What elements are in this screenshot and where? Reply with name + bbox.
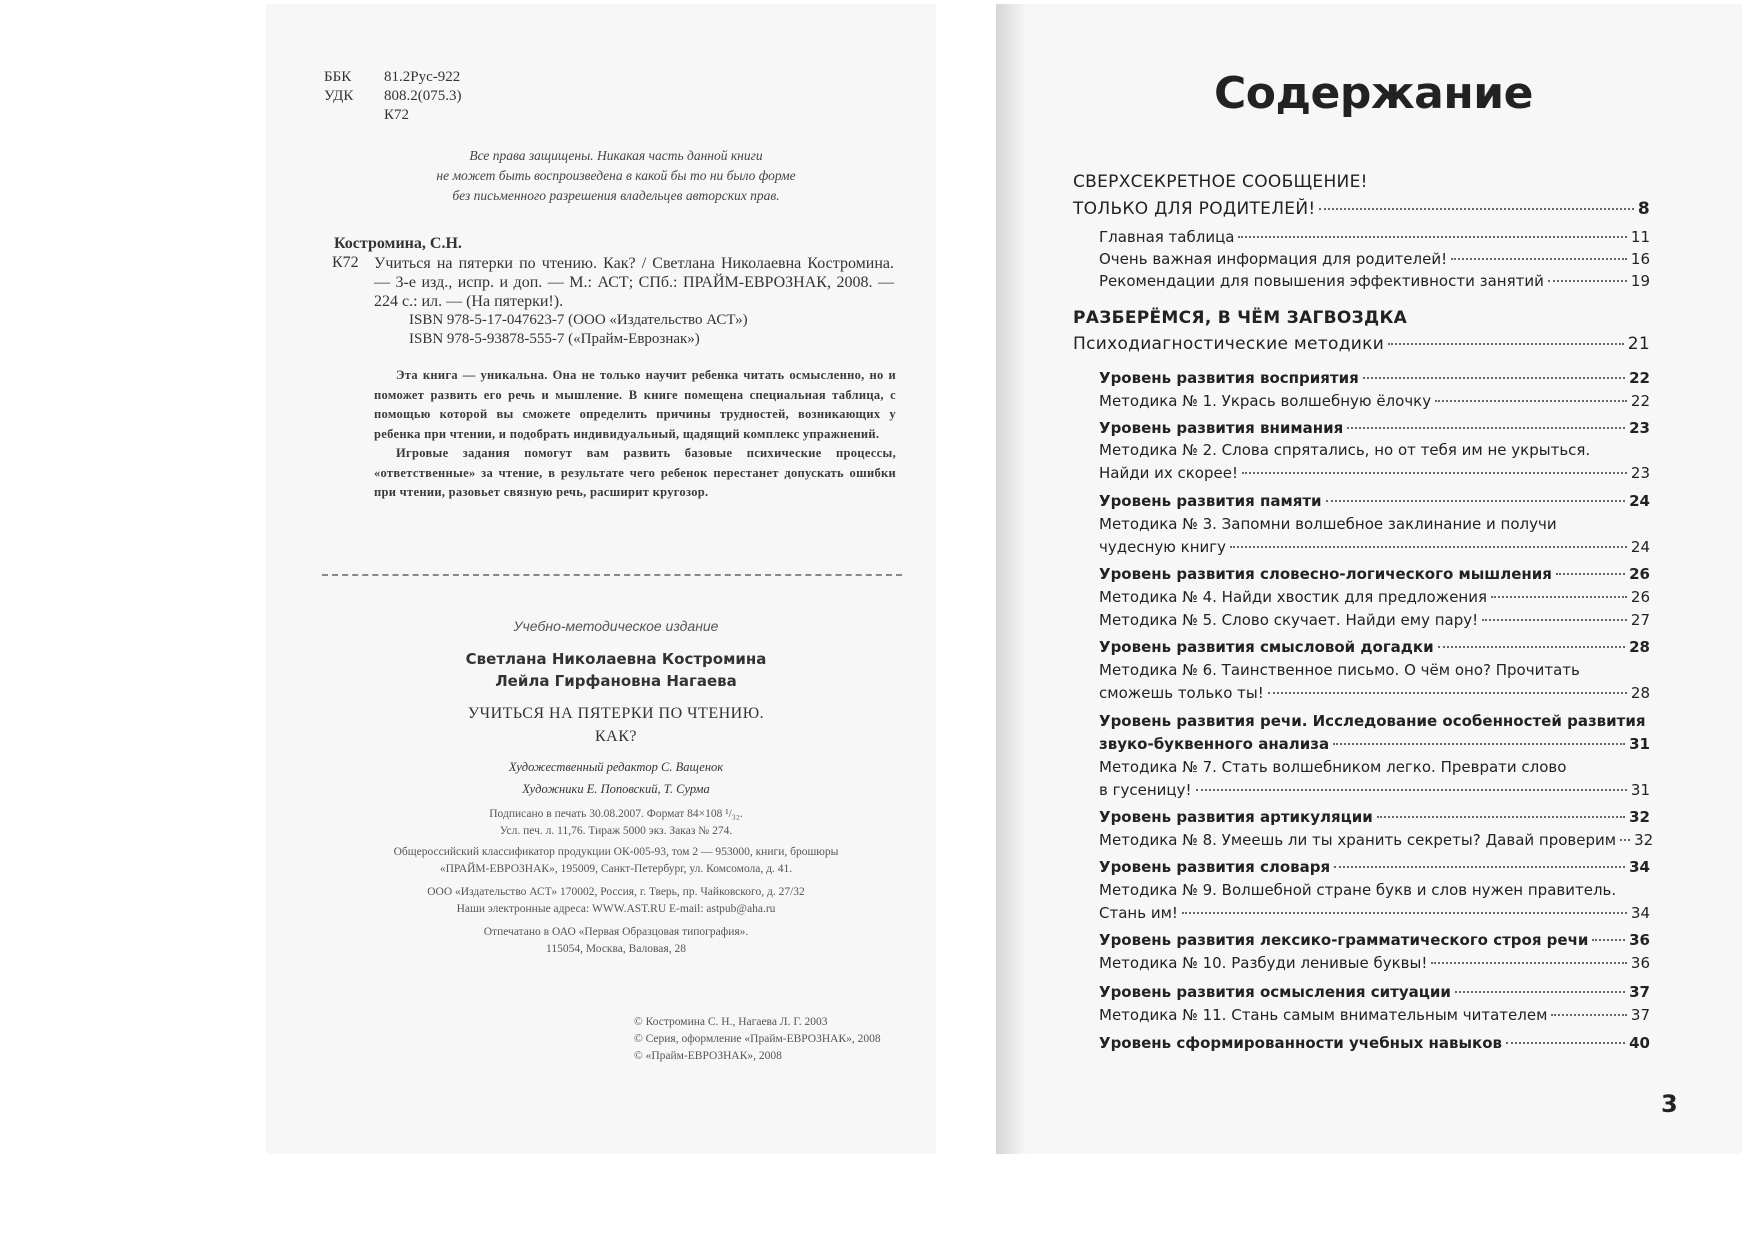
toc-entry-page: 36 xyxy=(1629,931,1650,949)
left-page xyxy=(266,4,936,1154)
toc-leader xyxy=(1377,816,1625,818)
toc-entry-page: 27 xyxy=(1630,611,1650,629)
rights-notice xyxy=(366,146,866,206)
toc-entry-title: Методика № 8. Умеешь ли ты хранить секреты? Давай проверим xyxy=(1099,831,1617,849)
classifier-line: «ПРАЙМ-ЕВРОЗНАК», 195009, Санкт-Петербург, ул. Комсомола, д. 41. xyxy=(439,863,793,875)
toc-leader xyxy=(1333,743,1625,745)
toc-entry-page: 36 xyxy=(1630,954,1650,972)
toc-entry-title: Уровень развития артикуляции xyxy=(1099,808,1373,826)
toc-entry[interactable] xyxy=(1099,1034,1650,1052)
toc-entry-page: 31 xyxy=(1630,781,1650,799)
toc-entry-page: 24 xyxy=(1629,492,1650,510)
copyright-block xyxy=(634,1014,881,1065)
print-info-line: Усл. печ. л. 11,76. Тираж 5000 экз. Заказ № 274. xyxy=(499,825,733,837)
toc-entry-title: Главная таблица xyxy=(1099,228,1235,246)
toc-entry-page: 21 xyxy=(1627,334,1650,354)
book-title xyxy=(336,702,896,748)
publisher-info xyxy=(336,884,896,918)
classification-label xyxy=(324,106,384,125)
toc-entry[interactable] xyxy=(1099,831,1654,849)
toc-entry-title: Уровень развития словесно-логического мышления xyxy=(1099,565,1552,583)
toc-entry-title: Уровень развития внимания xyxy=(1099,419,1344,437)
printer-line: Отпечатано в ОАО «Первая Образцовая типография». xyxy=(483,926,749,938)
toc-entry-title: Уровень сформированности учебных навыков xyxy=(1099,1034,1503,1052)
toc-entry[interactable] xyxy=(1099,464,1650,482)
toc-entry[interactable] xyxy=(1099,369,1650,387)
toc-leader xyxy=(1182,912,1627,914)
toc-leader xyxy=(1196,789,1627,791)
right-page xyxy=(996,4,1742,1154)
toc-entry-title: Методика № 3. Запомни волшебное заклинание и получи xyxy=(1099,515,1557,533)
toc-leader xyxy=(1388,343,1624,345)
toc-entry[interactable] xyxy=(1099,931,1650,949)
rights-line: без письменного разрешения владельцев авторских прав. xyxy=(452,188,780,203)
toc-leader xyxy=(1238,236,1626,238)
toc-entry-page: 32 xyxy=(1629,808,1650,826)
toc-entry-page: 23 xyxy=(1629,419,1650,437)
annotation-paragraph: Игровые задания помогут вам развить базовые психические процессы, «ответственные» за чтение, в результате чего ребенок перестанет допускать ошибки при чтении, разовьет связную речь, расширит кругозор. xyxy=(374,446,896,499)
toc-entry[interactable] xyxy=(1099,1006,1650,1024)
toc-entry-title: Методика № 11. Стань самым внимательным читателем xyxy=(1099,1006,1548,1024)
toc-leader xyxy=(1268,692,1627,694)
toc-leader xyxy=(1491,596,1627,598)
book-title-line: УЧИТЬСЯ НА ПЯТЕРКИ ПО ЧТЕНИЮ. xyxy=(467,705,765,722)
toc-entry-page: 26 xyxy=(1630,588,1650,606)
toc-entry[interactable] xyxy=(1099,954,1650,972)
publisher-line: ООО «Издательство АСТ» 170002, Россия, г. Тверь, пр. Чайковского, д. 27/32 xyxy=(427,886,805,898)
toc-leader xyxy=(1556,573,1625,575)
classification-label: ББК xyxy=(324,69,352,85)
toc-entry-title: Уровень развития восприятия xyxy=(1099,369,1359,387)
toc-entry-title: сможешь только ты! xyxy=(1099,684,1264,702)
toc-leader xyxy=(1592,939,1625,941)
classification-row xyxy=(324,68,462,87)
toc-entry-title: Найди их скорее! xyxy=(1099,464,1238,482)
toc-entry-page: 37 xyxy=(1630,1006,1650,1024)
classification-value: 81.2Рус-922 xyxy=(384,69,461,85)
classification-value: 808.2(075.3) xyxy=(384,88,462,104)
toc-leader xyxy=(1363,377,1625,379)
toc-entry-title: звуко-буквенного анализа xyxy=(1099,735,1330,753)
publisher-line: Наши электронные адреса: WWW.AST.RU E-mail: astpub@aha.ru xyxy=(456,903,776,915)
toc-entry[interactable] xyxy=(1099,638,1650,656)
annotation xyxy=(374,366,896,503)
toc-leader xyxy=(1334,866,1625,868)
toc-leader xyxy=(1548,280,1627,282)
toc-entry[interactable] xyxy=(1099,492,1650,510)
toc-leader xyxy=(1506,1042,1625,1044)
toc-leader xyxy=(1482,619,1627,621)
toc-entry-title: Методика № 9. Волшебной стране букв и слов нужен правитель. xyxy=(1099,881,1617,899)
toc-entry-page: 26 xyxy=(1629,565,1650,583)
toc-entry-page: 32 xyxy=(1634,831,1654,849)
toc-entry-title: Уровень развития смысловой догадки xyxy=(1099,638,1434,656)
classification-label: УДК xyxy=(324,88,354,104)
toc-entry[interactable] xyxy=(1099,904,1650,922)
toc-entry-title: Уровень развития осмысления ситуации xyxy=(1099,983,1451,1001)
toc-entry-page: 11 xyxy=(1630,228,1650,246)
toc-leader xyxy=(1242,472,1627,474)
toc-entry[interactable] xyxy=(1099,808,1650,826)
rights-line: не может быть воспроизведена в какой бы то ни было форме xyxy=(436,168,796,183)
toc-entry[interactable] xyxy=(1099,781,1650,799)
author-name: Лейла Гирфановна Нагаева xyxy=(495,672,737,690)
toc-entry-title: Стань им! xyxy=(1099,904,1178,922)
toc-entry[interactable] xyxy=(1099,735,1650,753)
toc-entry-page: 37 xyxy=(1629,983,1650,1001)
toc-entry[interactable] xyxy=(1099,250,1650,268)
toc-leader xyxy=(1455,991,1625,993)
toc-entry-title: Уровень развития памяти xyxy=(1099,492,1322,510)
credit-line: Художественный редактор С. Ващенок xyxy=(508,760,724,774)
toc-entry[interactable] xyxy=(1099,858,1650,876)
isbn-line: ISBN 978-5-93878-555-7 («Прайм-Еврознак») xyxy=(409,331,700,347)
toc-entry-page: 19 xyxy=(1630,272,1650,290)
book-title-line: КАК? xyxy=(595,728,637,745)
gutter-shadow xyxy=(996,4,1026,1154)
toc-entry-title: Уровень развития лексико-грамматического строя речи xyxy=(1099,931,1589,949)
table-of-contents xyxy=(996,4,1742,1154)
toc-leader xyxy=(1326,500,1626,502)
toc-leader xyxy=(1431,962,1627,964)
toc-entry-title: Методика № 4. Найди хвостик для предложения xyxy=(1099,588,1488,606)
credit-line: Художники Е. Поповский, Т. Сурма xyxy=(522,782,710,796)
toc-entry-page: 34 xyxy=(1630,904,1650,922)
toc-leader xyxy=(1451,258,1627,260)
toc-entry-page: 34 xyxy=(1629,858,1650,876)
page-number: 3 xyxy=(1661,1090,1678,1118)
toc-entry[interactable] xyxy=(1099,588,1650,606)
isbn-line: ISBN 978-5-17-047623-7 (ООО «Издательство АСТ») xyxy=(409,312,748,328)
toc-entry[interactable] xyxy=(1099,272,1650,290)
toc-entry-page: 22 xyxy=(1630,392,1650,410)
toc-section-title: СВЕРХСЕКРЕТНОЕ СООБЩЕНИЕ! xyxy=(1073,172,1368,192)
toc-entry-page: 22 xyxy=(1629,369,1650,387)
printer-info xyxy=(336,924,896,958)
edition-type: Учебно-методическое издание xyxy=(513,618,719,634)
toc-entry-page: 8 xyxy=(1637,199,1650,219)
classification-row xyxy=(324,87,462,106)
toc-entry[interactable] xyxy=(1099,611,1650,629)
classification-value: К72 xyxy=(384,107,410,123)
toc-leader xyxy=(1319,208,1633,210)
bib-code: К72 xyxy=(332,254,359,271)
credits xyxy=(336,756,896,800)
toc-entry[interactable] xyxy=(1099,565,1650,583)
toc-entry-page: 23 xyxy=(1630,464,1650,482)
toc-leader xyxy=(1551,1014,1627,1016)
classification-row xyxy=(324,106,462,125)
toc-leader xyxy=(1620,839,1630,841)
toc-entry-title: Методика № 5. Слово скучает. Найди ему пару! xyxy=(1099,611,1479,629)
toc-entry[interactable] xyxy=(1099,983,1650,1001)
classification-block xyxy=(324,68,462,125)
classifier-line: Общероссийский классификатор продукции ОК-005-93, том 2 — 953000, книги, брошюры xyxy=(393,846,839,858)
toc-entry-title: Методика № 1. Укрась волшебную ёлочку xyxy=(1099,392,1432,410)
print-info-line: Подписано в печать 30.08.2007. Формат 84×108 ¹/₃₂. xyxy=(489,808,743,820)
toc-entry-title: Уровень развития словаря xyxy=(1099,858,1331,876)
author-name: Светлана Николаевна Костромина xyxy=(465,650,767,668)
toc-entry-page: 40 xyxy=(1629,1034,1650,1052)
toc-entry[interactable] xyxy=(1099,419,1650,437)
toc-entry-title: Рекомендации для повышения эффективности занятий xyxy=(1099,272,1544,290)
print-info xyxy=(336,806,896,840)
toc-entry[interactable] xyxy=(1073,199,1650,219)
toc-entry-title: ТОЛЬКО ДЛЯ РОДИТЕЛЕЙ! xyxy=(1073,199,1316,219)
toc-entry-title: Методика № 7. Стать волшебником легко. Преврати слово xyxy=(1099,758,1567,776)
toc-entry[interactable] xyxy=(1073,334,1650,354)
toc-heading: Содержание xyxy=(1214,68,1533,119)
toc-entry-page: 24 xyxy=(1630,538,1650,556)
toc-entry[interactable] xyxy=(1099,392,1650,410)
toc-section-title: РАЗБЕРЁМСЯ, В ЧЁМ ЗАГВОЗДКА xyxy=(1073,308,1408,328)
toc-entry-title: Очень важная информация для родителей! xyxy=(1099,250,1448,268)
annotation-paragraph: Эта книга — уникальна. Она не только научит ребенка читать осмысленно, но и поможет развить его речь и мышление. В книге помещена специальная таблица, с помощью которой вы сможете определить причины трудностей, возникающих у ребенка при чтении, и подобрать индивидуальный, щадящий комплекс упражнений. xyxy=(374,368,896,441)
imprint-authors xyxy=(336,648,896,692)
toc-entry[interactable] xyxy=(1099,228,1650,246)
toc-entry-title: Методика № 2. Слова спрятались, но от тебя им не укрыться. xyxy=(1099,441,1591,459)
toc-entry-title: Методика № 10. Разбуди ленивые буквы! xyxy=(1099,954,1428,972)
toc-entry-title: Методика № 6. Таинственное письмо. О чём оно? Прочитать xyxy=(1099,661,1580,679)
rights-line: Все права защищены. Никакая часть данной книги xyxy=(469,148,763,163)
bib-description: Учиться на пятерки по чтению. Как? / Светлана Николаевна Костромина. — 3-е изд., испр. и доп. — М.: АСТ; СПб.: ПРАЙМ-ЕВРОЗНАК, 2008. — 224 с.: ил. — (На пятерки!). xyxy=(374,255,894,310)
toc-entry-title: в гусеницу! xyxy=(1099,781,1192,799)
printer-line: 115054, Москва, Валовая, 28 xyxy=(546,943,686,955)
toc-entry-page: 31 xyxy=(1629,735,1650,753)
toc-entry-page: 16 xyxy=(1630,250,1650,268)
toc-entry-title: Уровень развития речи. Исследование особенностей развития xyxy=(1099,712,1646,730)
toc-entry-page: 28 xyxy=(1630,684,1650,702)
divider xyxy=(322,574,902,576)
toc-entry-title: Психодиагностические методики xyxy=(1073,334,1385,354)
toc-leader xyxy=(1438,646,1626,648)
toc-leader xyxy=(1435,400,1627,402)
toc-leader xyxy=(1230,546,1627,548)
toc-entry-title: чудесную книгу xyxy=(1099,538,1227,556)
bib-author: Костромина, С.Н. xyxy=(334,235,462,252)
classifier-info xyxy=(336,844,896,878)
toc-entry[interactable] xyxy=(1099,538,1650,556)
toc-entry[interactable] xyxy=(1099,684,1650,702)
copyright-line: © Серия, оформление «Прайм-ЕВРОЗНАК», 2008 xyxy=(634,1033,881,1045)
toc-leader xyxy=(1347,427,1625,429)
copyright-line: © Костромина С. Н., Нагаева Л. Г. 2003 xyxy=(634,1016,828,1028)
copyright-line: © «Прайм-ЕВРОЗНАК», 2008 xyxy=(634,1050,782,1062)
toc-entry-page: 28 xyxy=(1629,638,1650,656)
